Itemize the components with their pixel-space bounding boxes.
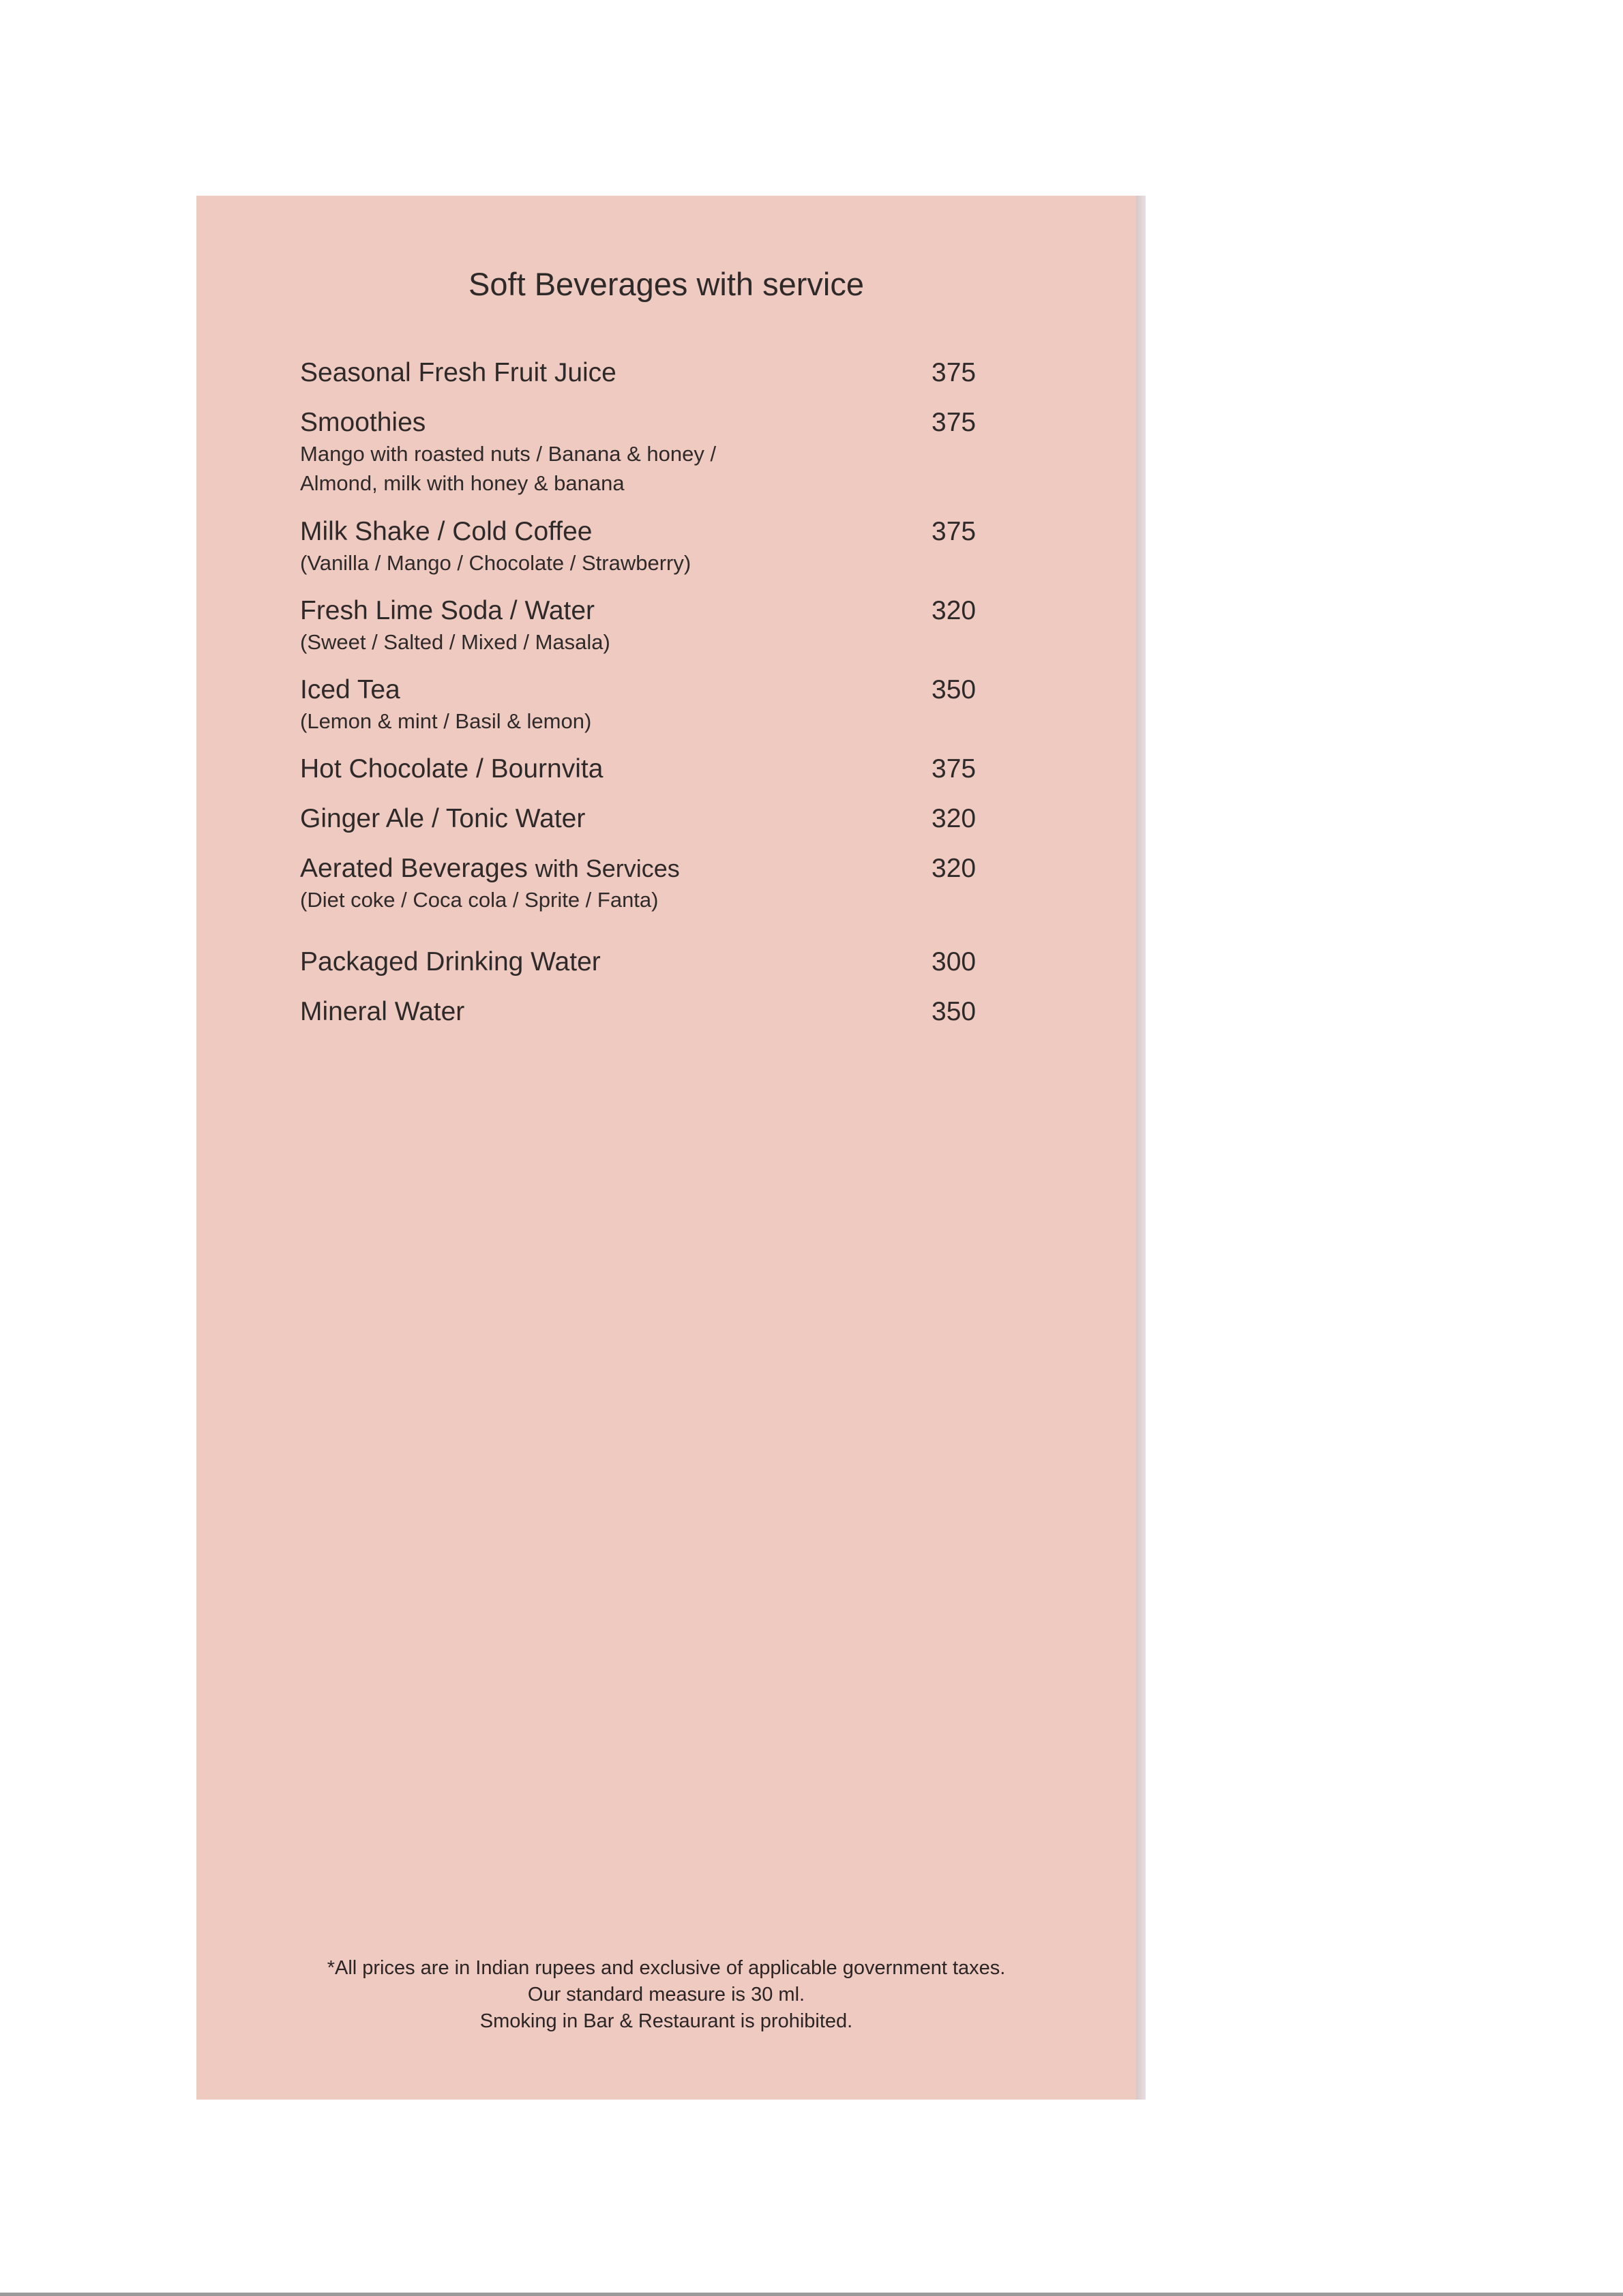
item-price: 350 <box>932 675 977 704</box>
item-name <box>300 852 680 885</box>
item-description: (Diet coke / Coca cola / Sprite / Fanta) <box>300 888 659 912</box>
item-name: Packaged Drinking Water <box>300 947 601 976</box>
item-price: 320 <box>932 854 977 883</box>
item-price: 375 <box>932 408 977 437</box>
item-name: Milk Shake / Cold Coffee <box>300 517 593 546</box>
item-name-main: Aerated Beverages <box>300 854 528 883</box>
item-description: Mango with roasted nuts / Banana & honey / Almond, milk with honey & banana <box>300 442 717 495</box>
item-name-suffix: with Services <box>535 854 680 882</box>
menu-footer <box>196 1955 1136 2035</box>
item-name: Hot Chocolate / Bournvita <box>300 754 604 784</box>
item-price: 375 <box>932 358 977 387</box>
menu-card <box>196 196 1136 2100</box>
page-bottom-rule <box>0 2293 1623 2296</box>
item-name: Iced Tea <box>300 675 400 704</box>
item-price: 320 <box>932 596 977 625</box>
item-description: (Lemon & mint / Basil & lemon) <box>300 709 592 733</box>
item-name: Seasonal Fresh Fruit Juice <box>300 358 616 387</box>
footer-price-note: *All prices are in Indian rupees and exclusive of applicable government taxes. <box>327 1957 1006 1979</box>
menu-title: Soft Beverages with service <box>468 266 864 302</box>
item-price: 350 <box>932 997 977 1026</box>
item-description: (Vanilla / Mango / Chocolate / Strawberry) <box>300 551 691 575</box>
item-description: (Sweet / Salted / Mixed / Masala) <box>300 630 610 654</box>
item-name: Ginger Ale / Tonic Water <box>300 804 586 833</box>
item-name: Fresh Lime Soda / Water <box>300 596 595 625</box>
item-price: 320 <box>932 804 977 833</box>
item-price: 375 <box>932 517 977 546</box>
item-name: Mineral Water <box>300 997 465 1026</box>
footer-smoking-note: Smoking in Bar & Restaurant is prohibited. <box>479 2010 853 2032</box>
footer-measure-note: Our standard measure is 30 ml. <box>527 1984 805 2006</box>
menu-card-edge <box>1136 196 1146 2100</box>
item-name: Smoothies <box>300 408 426 437</box>
item-price: 300 <box>932 947 977 976</box>
item-price: 375 <box>932 754 977 784</box>
